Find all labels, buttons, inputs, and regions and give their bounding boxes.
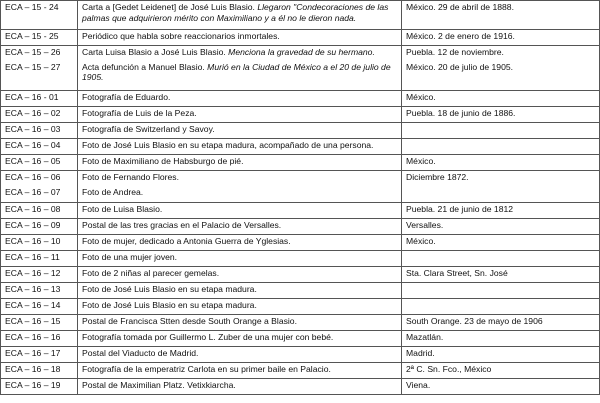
item-description: Fotografía de la emperatriz Carlota en su primer baile en Palacio. xyxy=(78,363,402,379)
item-place-date xyxy=(402,299,600,315)
item-place-date: 2ª C. Sn. Fco., México xyxy=(402,363,600,379)
table-row xyxy=(1,203,600,219)
item-place-date: Puebla. 18 de junio de 1886. xyxy=(402,107,600,123)
item-code: ECA – 16 – 04 xyxy=(1,139,78,155)
table-row xyxy=(1,299,600,315)
item-code: ECA – 16 – 07 xyxy=(5,186,61,197)
item-place-date xyxy=(402,251,600,267)
item-code-group xyxy=(1,46,78,91)
description-text: Carta Luisa Blasio a José Luis Blasio. xyxy=(82,47,229,57)
item-description: Foto de José Luis Blasio en su etapa madura. xyxy=(78,283,402,299)
item-place-date xyxy=(402,139,600,155)
item-place-date: Sta. Clara Street, Sn. José xyxy=(402,267,600,283)
item-place-date xyxy=(402,283,600,299)
item-place-group xyxy=(402,171,600,203)
item-code: ECA – 16 – 18 xyxy=(1,363,78,379)
item-description: Foto de José Luis Blasio en su etapa madura, acompañado de una persona. xyxy=(78,139,402,155)
description-note: Llegaron "Condecoraciones de las palmas que adquirieron mérito con Maximiliano y a él no le dieron nada. xyxy=(82,2,389,23)
table-row xyxy=(1,331,600,347)
table-row xyxy=(1,219,600,235)
item-place-date: Puebla. 21 de junio de 1812 xyxy=(402,203,600,219)
item-code: ECA – 16 – 12 xyxy=(1,267,78,283)
table-row xyxy=(1,139,600,155)
item-description: Foto de Luisa Blasio. xyxy=(78,203,402,219)
item-code: ECA – 16 – 11 xyxy=(1,251,78,267)
table-row xyxy=(1,379,600,395)
item-description xyxy=(82,47,398,58)
item-code: ECA – 16 – 03 xyxy=(1,123,78,139)
item-description: Foto de José Luis Blasio en su etapa madura. xyxy=(78,299,402,315)
table-row xyxy=(1,235,600,251)
table-row xyxy=(1,155,600,171)
table-row xyxy=(1,123,600,139)
item-description: Fotografía de Eduardo. xyxy=(78,91,402,107)
item-description: Foto de mujer, dedicado a Antonia Guerra de Yglesias. xyxy=(78,235,402,251)
item-description: Periódico que habla sobre reaccionarios inmortales. xyxy=(78,30,402,46)
item-code: ECA – 16 – 02 xyxy=(1,107,78,123)
item-description: Foto de una mujer joven. xyxy=(78,251,402,267)
item-code: ECA – 16 – 09 xyxy=(1,219,78,235)
item-code: ECA – 16 – 05 xyxy=(1,155,78,171)
item-description: Fotografía de Switzerland y Savoy. xyxy=(78,123,402,139)
item-code: ECA – 15 - 25 xyxy=(1,30,78,46)
item-description: Fotografía tomada por Guillermo L. Zuber de una mujer con bebé. xyxy=(78,331,402,347)
table-row xyxy=(1,315,600,331)
item-place-date: Versalles. xyxy=(402,219,600,235)
item-place-date: México. 20 de julio de 1905. xyxy=(406,61,514,72)
table-row-group xyxy=(1,46,600,91)
item-place-date: México. 2 de enero de 1916. xyxy=(402,30,600,46)
item-place-date xyxy=(406,187,596,198)
item-place-date: Mazatlán. xyxy=(402,331,600,347)
item-description: Foto de Maximiliano de Habsburgo de pié. xyxy=(78,155,402,171)
item-code: ECA – 16 – 08 xyxy=(1,203,78,219)
item-code-group xyxy=(1,171,78,203)
description-note: Menciona la gravedad de su hermano. xyxy=(228,47,375,57)
description-note: Murió en la Ciudad de México a el 20 de julio de 1905. xyxy=(82,61,391,82)
item-code: ECA – 15 – 26 xyxy=(5,47,61,57)
item-code: ECA – 15 - 24 xyxy=(1,1,78,30)
description-text: Acta defunción a Manuel Blasio. xyxy=(82,61,208,72)
item-place-date: México. xyxy=(402,235,600,251)
item-code: ECA – 16 - 01 xyxy=(1,91,78,107)
item-description-group xyxy=(78,46,402,91)
item-description: Postal de Francisca Stten desde South Orange a Blasio. xyxy=(78,315,402,331)
item-code: ECA – 16 – 13 xyxy=(1,283,78,299)
item-code: ECA – 16 – 19 xyxy=(1,379,78,395)
table-row xyxy=(1,283,600,299)
item-description: Foto de Fernando Flores. xyxy=(82,172,179,182)
table-row xyxy=(1,107,600,123)
item-place-date: Madrid. xyxy=(402,347,600,363)
item-code: ECA – 16 – 15 xyxy=(1,315,78,331)
item-description: Foto de 2 niñas al parecer gemelas. xyxy=(78,267,402,283)
item-place-date: México. 29 de abril de 1888. xyxy=(402,1,600,30)
item-code: ECA – 15 – 27 xyxy=(5,61,61,72)
item-place-date: México. xyxy=(402,91,600,107)
table-row-group xyxy=(1,171,600,203)
item-place-date: México. xyxy=(402,155,600,171)
item-description: Postal del Viaducto de Madrid. xyxy=(78,347,402,363)
item-place-date: Viena. xyxy=(402,379,600,395)
item-place-date: South Orange. 23 de mayo de 1906 xyxy=(402,315,600,331)
item-code: ECA – 16 – 10 xyxy=(1,235,78,251)
table-row xyxy=(1,267,600,283)
item-description: Postal de las tres gracias en el Palacio de Versalles. xyxy=(78,219,402,235)
item-place-date xyxy=(402,123,600,139)
item-place-date: Diciembre 1872. xyxy=(406,172,469,182)
item-code: ECA – 16 – 17 xyxy=(1,347,78,363)
item-code: ECA – 16 – 14 xyxy=(1,299,78,315)
table-row xyxy=(1,30,600,46)
description-text: Carta a [Gedet Leidenet] de José Luis Blasio. xyxy=(82,2,258,12)
item-description: Foto de Andrea. xyxy=(82,186,144,197)
item-place-group xyxy=(402,46,600,91)
item-description xyxy=(78,1,402,30)
table-row xyxy=(1,91,600,107)
item-place-date: Puebla. 12 de noviembre. xyxy=(406,47,504,57)
item-description: Postal de Maximilian Platz. Vetixkiarcha. xyxy=(78,379,402,395)
table-row xyxy=(1,347,600,363)
item-description-group xyxy=(78,171,402,203)
table-row xyxy=(1,251,600,267)
item-description: Fotografía de Luis de la Peza. xyxy=(78,107,402,123)
table-row xyxy=(1,363,600,379)
table-row xyxy=(1,1,600,30)
item-code: ECA – 16 – 16 xyxy=(1,331,78,347)
item-description xyxy=(82,62,398,83)
item-code: ECA – 16 – 06 xyxy=(5,172,61,182)
